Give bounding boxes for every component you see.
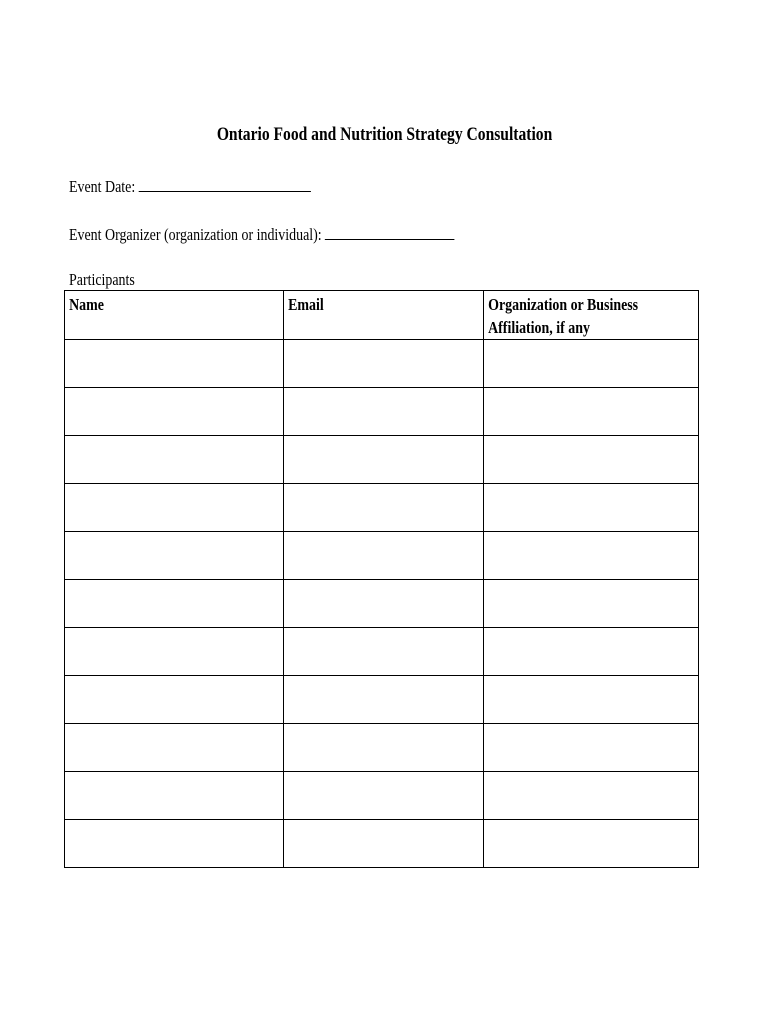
affiliation-cell[interactable] — [484, 532, 699, 580]
affiliation-cell[interactable] — [484, 388, 699, 436]
affiliation-cell[interactable] — [484, 772, 699, 820]
email-cell[interactable] — [284, 436, 484, 484]
table-row — [65, 340, 699, 388]
table-row — [65, 580, 699, 628]
table-row — [65, 484, 699, 532]
email-cell[interactable] — [284, 724, 484, 772]
document-title-text: Ontario Food and Nutrition Strategy Consultation — [217, 124, 553, 145]
name-cell[interactable] — [65, 340, 284, 388]
name-cell[interactable] — [65, 676, 284, 724]
email-cell[interactable] — [284, 820, 484, 868]
email-cell[interactable] — [284, 580, 484, 628]
name-cell[interactable] — [65, 724, 284, 772]
name-cell[interactable] — [65, 484, 284, 532]
email-cell[interactable] — [284, 532, 484, 580]
event-date-blank[interactable] — [138, 176, 310, 192]
table-row — [65, 724, 699, 772]
affiliation-cell[interactable] — [484, 676, 699, 724]
name-cell[interactable] — [65, 580, 284, 628]
name-cell[interactable] — [65, 532, 284, 580]
event-date-label: Event Date: — [69, 177, 136, 196]
event-organizer-blank[interactable] — [325, 224, 455, 240]
document-title — [0, 124, 770, 146]
table-row — [65, 532, 699, 580]
affiliation-cell[interactable] — [484, 580, 699, 628]
event-organizer-label: Event Organizer (organization or individual): — [69, 225, 322, 244]
affiliation-cell[interactable] — [484, 724, 699, 772]
name-cell[interactable] — [65, 436, 284, 484]
affiliation-cell[interactable] — [484, 340, 699, 388]
email-cell[interactable] — [284, 388, 484, 436]
email-cell[interactable] — [284, 628, 484, 676]
event-date-field — [69, 176, 364, 197]
table-row — [65, 772, 699, 820]
table-row — [65, 676, 699, 724]
table-row — [65, 388, 699, 436]
affiliation-cell[interactable] — [484, 820, 699, 868]
name-cell[interactable] — [65, 820, 284, 868]
affiliation-cell[interactable] — [484, 484, 699, 532]
name-cell[interactable] — [65, 628, 284, 676]
affiliation-cell[interactable] — [484, 628, 699, 676]
table-row — [65, 628, 699, 676]
email-cell[interactable] — [284, 676, 484, 724]
table-header-row — [65, 291, 699, 340]
name-cell[interactable] — [65, 388, 284, 436]
event-organizer-field — [69, 224, 539, 245]
column-header-name: Name — [65, 291, 284, 340]
column-header-affiliation: Organization or Business Affiliation, if any — [484, 291, 699, 340]
table-row — [65, 436, 699, 484]
name-cell[interactable] — [65, 772, 284, 820]
column-header-email: Email — [284, 291, 484, 340]
participants-table — [64, 290, 699, 868]
email-cell[interactable] — [284, 772, 484, 820]
email-cell[interactable] — [284, 484, 484, 532]
table-row — [65, 820, 699, 868]
participants-heading: Participants — [69, 270, 135, 289]
email-cell[interactable] — [284, 340, 484, 388]
affiliation-cell[interactable] — [484, 436, 699, 484]
